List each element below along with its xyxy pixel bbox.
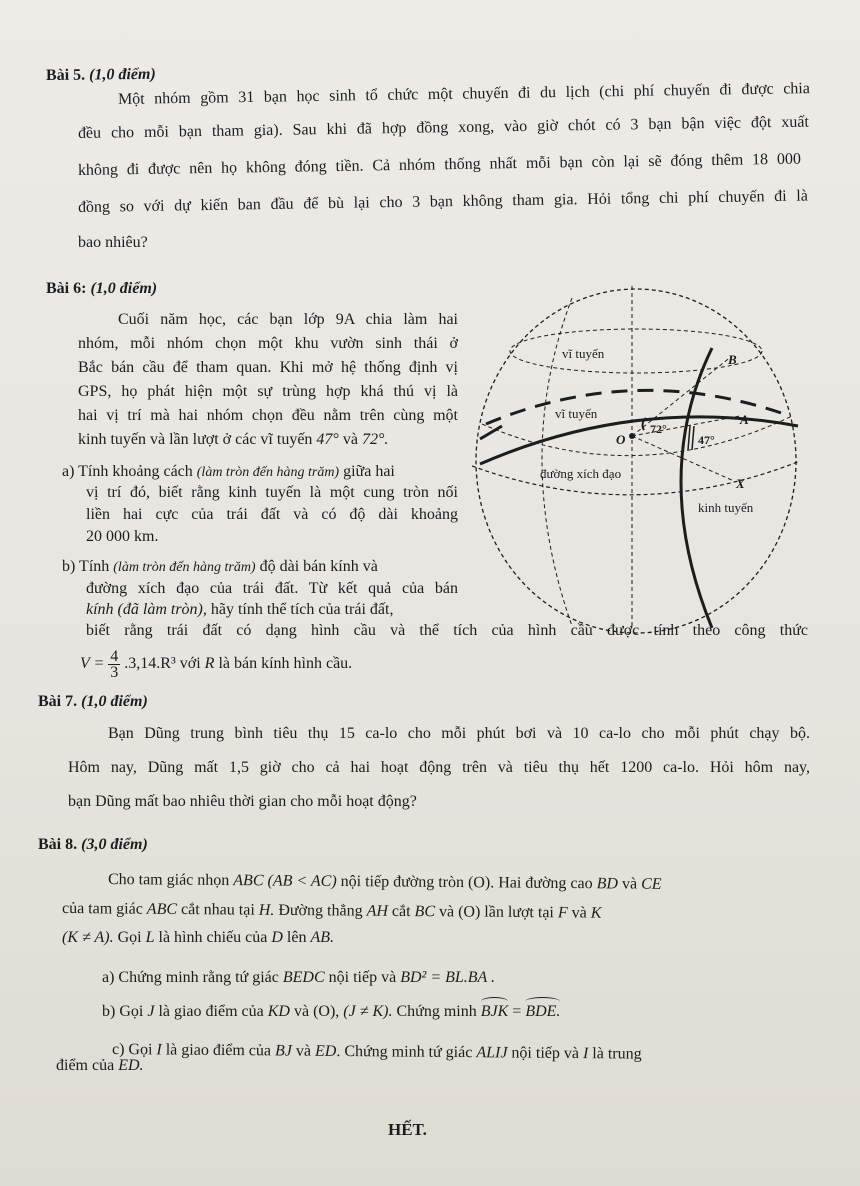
bai8-line-3-pre: Gọi: [117, 929, 142, 946]
bai8-c-post: . Chứng minh tứ giác: [336, 1042, 473, 1062]
bai8-c-tail: nội tiếp và: [511, 1044, 580, 1063]
angle-mark-47a: [688, 426, 690, 450]
segment-kd: KD: [267, 1003, 290, 1020]
label-angle-47: 47°: [698, 433, 715, 447]
arc-bde: BDE.: [525, 1003, 561, 1020]
formula-fraction: [108, 649, 120, 680]
bai8-line-2-d: và (O) lần lượt tại: [438, 903, 554, 922]
bai8-line-2-c: cắt: [391, 902, 411, 921]
equals-sign: =: [512, 1003, 522, 1020]
latitude-72-circle: [510, 329, 762, 373]
formula-rest: .3,14.R³: [124, 655, 176, 672]
bai6-title: Bài 6:: [46, 280, 87, 297]
bai6-b-italic: (làm tròn đến hàng trăm): [113, 560, 256, 575]
bai8-c-line-2-pre: điểm của: [56, 1057, 115, 1074]
latitude-72: 72°.: [361, 431, 389, 448]
bai5-title: Bài 5.: [45, 66, 86, 84]
bai5-line-4: đồng so với dự kiến ban đầu để bù lại cho 3 bạn không tham gia. Hỏi tổng chi phí chuyến đi là: [77, 187, 809, 216]
and-word: và: [342, 431, 358, 448]
bai6-intro-6-text: kinh tuyến và lần lượt ở các vĩ tuyến: [78, 431, 313, 448]
segment-bc: BC: [414, 903, 436, 921]
bai5-line-1: Một nhóm gồm 31 bạn học sinh tổ chức một chuyến đi du lịch (chi phí chuyến đi được chia: [117, 80, 811, 108]
angle-mark-72: [643, 418, 646, 430]
bai6-a-italic: (làm tròn đến hàng trăm): [196, 465, 340, 480]
label-vi-tuyen-top: vĩ tuyến: [562, 346, 605, 361]
label-duong-xich-dao: đường xích đạo: [540, 466, 622, 481]
bai6-a-line-2: vị trí đó, biết rằng kinh tuyến là một cung tròn nối: [86, 484, 458, 501]
bai6-intro-1: Cuối năm học, các bạn lớp 9A chia làm hai: [118, 311, 458, 328]
bai8-c-tail-2: là trung: [592, 1045, 642, 1063]
bai8-line-2-a: cắt nhau tại: [180, 901, 255, 919]
bai6-a-prefix: a) Tính khoảng cách: [62, 463, 193, 480]
fraction-denominator: 3: [110, 663, 119, 681]
segment-ed: ED: [314, 1042, 337, 1060]
bai8-points: (3,0 điểm): [81, 836, 148, 853]
bai7-line-1: Bạn Dũng trung bình tiêu thụ 15 ca-lo cho mỗi phút bơi và 10 ca-lo cho mỗi phút chạy bộ.: [108, 725, 810, 742]
bai7-line-2: Hôm nay, Dũng mất 1,5 giờ cho cả hai hoạt động trên và tiêu thụ hết 1200 ca-lo. Hỏi hôm nay,: [68, 759, 810, 776]
bai6-b-line-2: đường xích đạo của trái đất. Từ kết quả của bán: [86, 580, 458, 597]
segment-bj: BJ: [274, 1042, 293, 1060]
bai8-b-pre: b) Gọi: [102, 1003, 144, 1020]
bai6-intro-5: hai vị trí mà hai nhóm chọn đều nằm trên cùng một: [78, 407, 458, 424]
bai8-line-1-pre: Cho tam giác nhọn: [107, 871, 230, 890]
bai5-points: (1,0 điểm): [89, 65, 156, 84]
bai8-b-and: và (O),: [293, 1003, 340, 1020]
bai6-b-line-3-rest: hãy tính thể tích của trái đất,: [210, 601, 394, 618]
bai7-heading: [38, 692, 148, 712]
bai8-line-1-mid: nội tiếp đường tròn (O). Hai đường cao: [340, 873, 593, 893]
bai6-heading: [46, 279, 157, 299]
segment-ab: AB.: [310, 929, 334, 946]
and-word: và: [295, 1042, 312, 1060]
altitude-bd: BD: [596, 875, 619, 893]
bai8-line-2: [62, 899, 602, 924]
altitude-ce: CE: [641, 875, 662, 893]
equation-bd-squared: BD² = BL.BA .: [400, 969, 496, 986]
bai5-heading: [46, 65, 156, 86]
bai8-line-3: [62, 928, 334, 948]
bai8-a-mid: nội tiếp và: [328, 969, 397, 986]
formula-r: R: [204, 655, 215, 672]
bai6-b-line-1: [62, 557, 378, 578]
bai6-b-suffix: độ dài bán kính và: [259, 558, 378, 575]
bai8-line-2-pre: của tam giác: [61, 900, 143, 918]
equator-back: [480, 417, 798, 464]
bai8-c-pre: c) Gọi: [111, 1041, 153, 1059]
line-ah: AH: [366, 902, 389, 920]
point-f: F: [557, 904, 568, 922]
angle-mark-47b: [692, 426, 694, 450]
condition-j-not-k: (J ≠ K).: [343, 1003, 393, 1020]
condition-k-not-a: (K ≠ A).: [62, 929, 114, 946]
formula-lhs: V =: [80, 655, 105, 672]
bai5-line-5: bao nhiêu?: [78, 234, 148, 251]
bai8-part-b: [102, 1002, 560, 1022]
bai6-intro-3: Bắc bán cầu để tham quan. Khi mở hệ thống định vị: [78, 359, 458, 376]
bai8-line-1: [108, 870, 662, 895]
label-kinh-tuyen: kinh tuyến: [698, 500, 754, 515]
bai8-a-pre: a) Chứng minh rằng tứ giác: [102, 969, 279, 986]
volume-formula: [80, 644, 352, 684]
bai5-line-2: đều cho mỗi bạn tham gia). Sau khi đã hợp đồng xong, vào giờ chót có 3 bạn bận việc đột xuất: [77, 113, 810, 142]
bai6-b-line-3: [86, 600, 393, 620]
point-k: K: [590, 904, 602, 922]
formula-with: với: [179, 655, 201, 672]
bai6-a-line-4: 20 000 km.: [86, 528, 159, 545]
bai8-line-3-mid: là hình chiếu của: [158, 929, 268, 946]
bai6-points: (1,0 điểm): [90, 280, 158, 297]
bai6-intro-2: nhóm, mỗi nhóm chọn một khu vườn sinh thái ở: [78, 335, 458, 352]
bai5-line-3: không đi được nên họ không đóng tiền. Cả nhóm thống nhất mỗi bạn còn lại sẽ đóng thêm 18 000: [77, 150, 802, 179]
and-word: và: [621, 875, 638, 893]
bai7-line-3: bạn Dũng mất bao nhiêu thời gian cho mỗi hoạt động?: [68, 793, 417, 810]
bai8-part-c-line-2: [56, 1056, 144, 1076]
bai8-heading: [38, 835, 148, 855]
label-center-o: O: [616, 432, 626, 447]
bai8-line-3-post: lên: [286, 929, 307, 946]
center-point: [629, 433, 635, 439]
quad-alij: ALIJ: [476, 1044, 508, 1062]
bai6-a-suffix: giữa hai: [343, 463, 395, 480]
bai6-intro-4: GPS, họ phát hiện một sự trùng hợp khá thú vị là: [78, 383, 458, 400]
point-i: I: [156, 1041, 162, 1059]
quad-bedc: BEDC: [282, 969, 325, 986]
bai6-intro-6: [78, 430, 388, 450]
bai6-a-line-1: [62, 462, 395, 483]
bai8-b-mid: là giao điểm của: [158, 1003, 264, 1020]
bai8-part-c-line-1: [112, 1040, 642, 1065]
bai7-title: Bài 7.: [38, 693, 78, 710]
triangle-abc: ABC (AB < AC): [233, 872, 337, 890]
bai6-b-line-4: biết rằng trái đất có dạng hình cầu và thể tích của hình cầu được tính theo công thức: [86, 622, 808, 639]
bai8-line-2-b: Đường thẳng: [278, 901, 363, 920]
bai6-b-prefix: b) Tính: [62, 558, 110, 575]
label-point-b: B: [728, 352, 737, 367]
end-mark: HẾT.: [388, 1120, 427, 1139]
label-point-a: A: [740, 412, 749, 427]
point-h: H.: [258, 901, 275, 919]
segment-ed-2: ED.: [118, 1057, 144, 1074]
bai7-points: (1,0 điểm): [81, 693, 148, 710]
label-angle-72: 72°: [650, 422, 667, 436]
point-d: D: [271, 929, 283, 946]
point-l: L: [145, 929, 155, 946]
bai8-b-prove: Chứng minh: [396, 1003, 477, 1020]
fraction-numerator: 4: [110, 647, 119, 665]
bai8-title: Bài 8.: [38, 836, 78, 853]
triangle-abc-2: ABC: [146, 900, 178, 919]
label-vi-tuyen-mid: vĩ tuyến: [555, 406, 598, 421]
formula-description: là bán kính hình cầu.: [218, 655, 353, 672]
latitude-47: 47°: [316, 431, 339, 448]
point-j: J: [147, 1003, 155, 1020]
bai6-b-line-3-italic: kính (đã làm tròn),: [86, 601, 207, 618]
and-word: và: [571, 904, 587, 922]
bai6-a-line-3: liền hai cực của trái đất và có độ dài khoảng: [86, 506, 458, 523]
equator-front: [472, 461, 800, 495]
point-i-2: I: [582, 1045, 589, 1063]
label-point-x: X: [736, 476, 745, 491]
bai8-c-mid: là giao điểm của: [165, 1041, 272, 1060]
bai8-part-a: [102, 968, 495, 988]
globe-diagram: [472, 276, 812, 636]
arc-bjk: BJK: [480, 1003, 509, 1020]
